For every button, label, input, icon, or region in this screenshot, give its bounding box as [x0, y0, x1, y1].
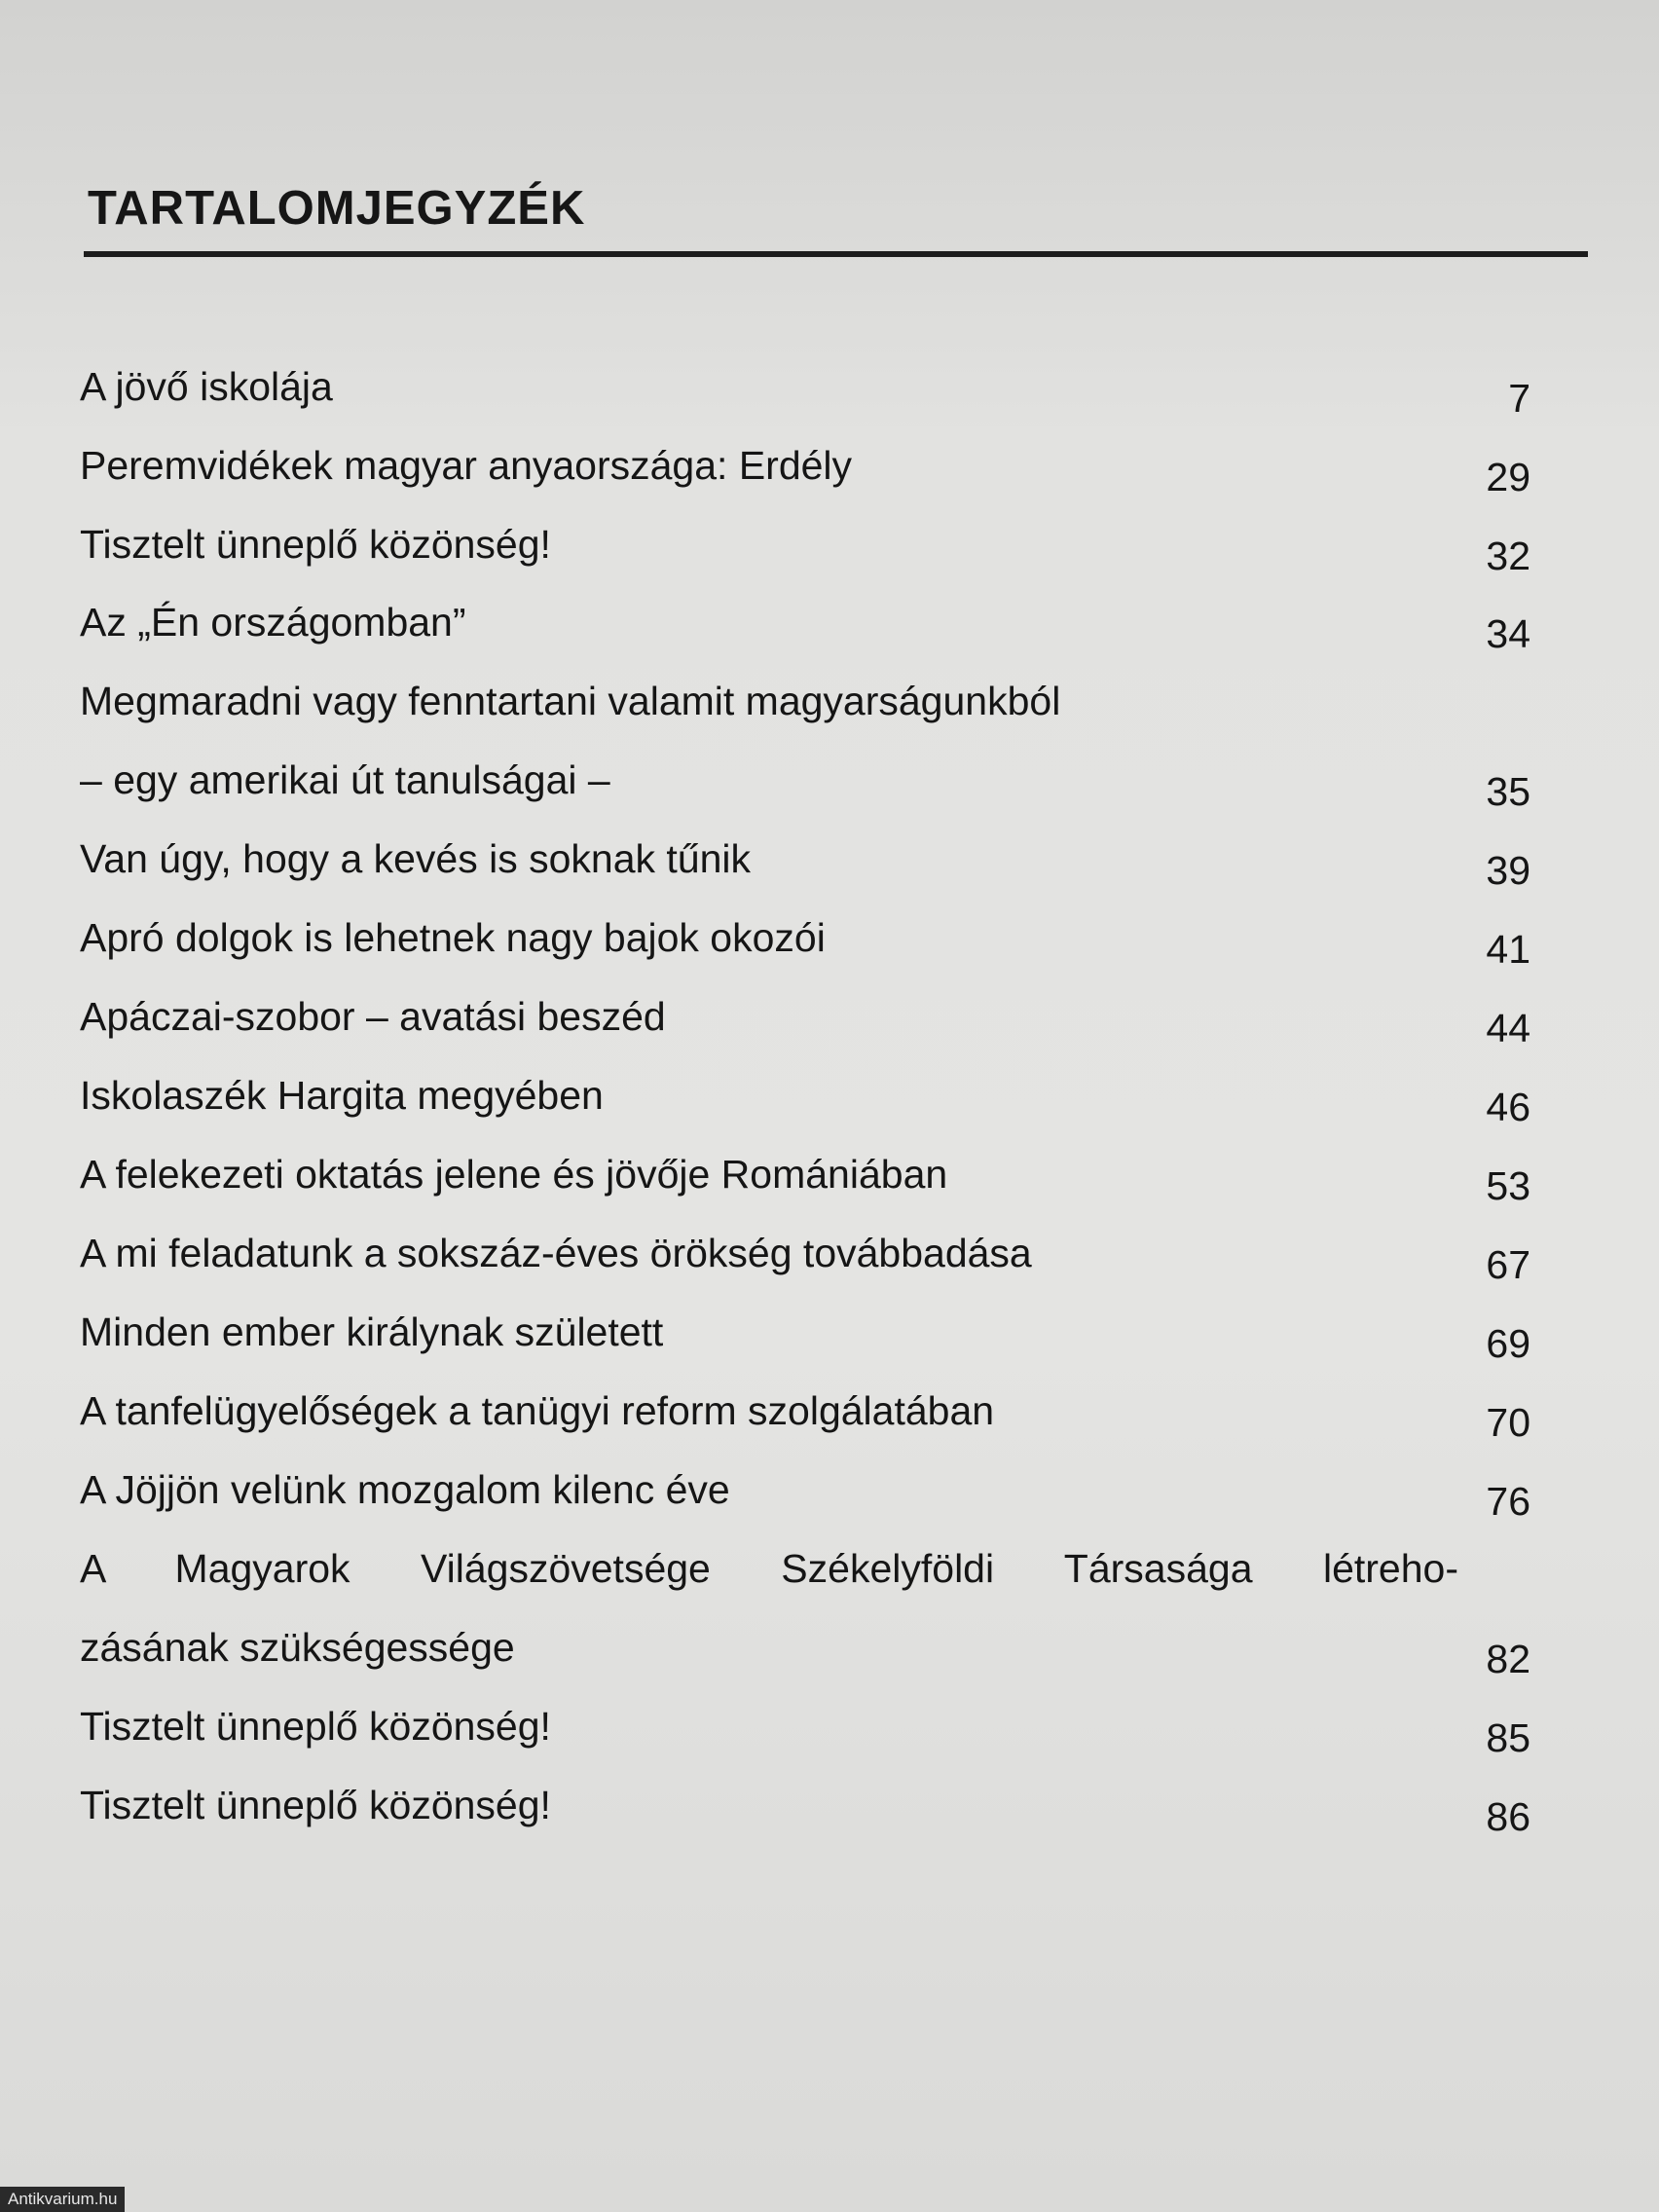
toc-entry-page: 53	[1486, 1163, 1530, 1208]
toc-entry-title: Van úgy, hogy a kevés is soknak tűnik	[80, 836, 752, 881]
toc-entry[interactable]	[0, 1698, 1659, 1777]
toc-entry[interactable]	[0, 830, 1659, 909]
toc-entry[interactable]	[0, 358, 1659, 437]
toc-entry-page: 82	[1486, 1637, 1530, 1681]
toc-entry-title: Tisztelt ünneplő közönség!	[80, 1704, 551, 1749]
toc-entry-title: A Magyarok Világszövetsége Székelyföldi Társasága létreho-	[80, 1546, 1458, 1591]
toc-entry-page: 67	[1486, 1242, 1530, 1287]
toc-entry[interactable]	[0, 909, 1659, 988]
toc-entry[interactable]	[0, 752, 1659, 830]
toc-entry-page: 29	[1486, 455, 1530, 499]
toc-entry[interactable]	[0, 673, 1659, 752]
toc-entry[interactable]	[0, 1225, 1659, 1304]
toc-entry-page: 39	[1486, 848, 1530, 893]
toc-entry-title: A tanfelügyelőségek a tanügyi reform szolgálatában	[80, 1388, 995, 1433]
toc-entry-page: 76	[1486, 1479, 1530, 1524]
toc-entry[interactable]	[0, 516, 1659, 595]
toc-entry-title: Az „Én országomban”	[80, 600, 466, 645]
toc-entry-page: 85	[1486, 1715, 1530, 1760]
toc-entry[interactable]	[0, 594, 1659, 673]
toc-entry-page: 44	[1486, 1006, 1530, 1051]
toc-entry-page: 32	[1486, 534, 1530, 578]
toc-entry-page: 69	[1486, 1321, 1530, 1366]
toc-entry-page: 41	[1486, 927, 1530, 972]
toc-entry-title: Megmaradni vagy fenntartani valamit magyarságunkból	[80, 679, 1061, 723]
toc-entry[interactable]	[0, 1067, 1659, 1146]
watermark: Antikvarium.hu	[0, 2187, 125, 2212]
toc-entry-page: 70	[1486, 1400, 1530, 1445]
toc-entry-page: 7	[1508, 376, 1530, 421]
toc-entry-page: 34	[1486, 611, 1530, 656]
toc-entry[interactable]	[0, 988, 1659, 1067]
toc-entry-title: Tisztelt ünneplő közönség!	[80, 1783, 551, 1827]
toc-entry-title: A Jöjjön velünk mozgalom kilenc éve	[80, 1467, 730, 1512]
toc-entry-title: Apáczai-szobor – avatási beszéd	[80, 994, 666, 1039]
toc-entry-title: – egy amerikai út tanulságai –	[80, 757, 610, 802]
toc-entry-page: 46	[1486, 1085, 1530, 1129]
page-title: TARTALOMJEGYZÉK	[88, 182, 586, 235]
toc-entry[interactable]	[0, 437, 1659, 516]
toc-entry-title: Apró dolgok is lehetnek nagy bajok okozói	[80, 915, 826, 960]
toc-entry-page: 86	[1486, 1794, 1530, 1839]
toc-entry-title: Iskolaszék Hargita megyében	[80, 1073, 604, 1118]
toc-entry-title: Peremvidékek magyar anyaországa: Erdély	[80, 443, 853, 488]
toc-entry-title: Tisztelt ünneplő közönség!	[80, 522, 551, 567]
toc-entry-title: Minden ember királynak született	[80, 1309, 664, 1354]
toc-entry[interactable]	[0, 1304, 1659, 1382]
toc-entry-title: A mi feladatunk a sokszáz-éves örökség továbbadása	[80, 1231, 1032, 1275]
toc-entry-page: 35	[1486, 769, 1530, 814]
toc-entry-title: zásának szükségessége	[80, 1625, 515, 1670]
toc-entry[interactable]	[0, 1619, 1659, 1698]
toc-entry-title: A felekezeti oktatás jelene és jövője Romániában	[80, 1152, 948, 1197]
toc-entry[interactable]	[0, 1777, 1659, 1856]
toc-entry[interactable]	[0, 1540, 1659, 1619]
toc-entry[interactable]	[0, 1382, 1659, 1461]
toc-entry[interactable]	[0, 1461, 1659, 1540]
toc-entry-title: A jövő iskolája	[80, 364, 333, 409]
toc-entry[interactable]	[0, 1146, 1659, 1225]
